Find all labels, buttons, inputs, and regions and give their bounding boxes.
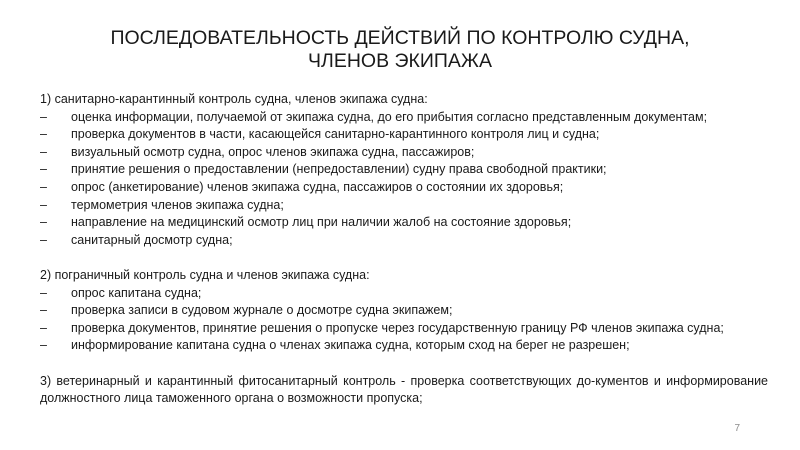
section-2-heading: 2) пограничный контроль судна и членов экипажа судна: <box>40 267 370 282</box>
list-item <box>40 144 768 162</box>
list-item <box>40 179 768 197</box>
title-line-2: ЧЛЕНОВ ЭКИПАЖА <box>308 50 492 72</box>
dash-bullet: – <box>40 197 47 212</box>
dash-bullet: – <box>40 144 47 159</box>
list-item <box>40 214 768 232</box>
page-number: 7 <box>734 423 740 434</box>
spacer <box>40 355 768 373</box>
dash-bullet: – <box>40 162 47 177</box>
list-item <box>40 285 768 303</box>
dash-bullet: – <box>40 127 47 142</box>
list-item <box>40 337 768 355</box>
section-3-text: 3) ветеринарный и карантинный фитосанитарный контроль - проверка соответствующих до-кументов и информирование должностного лица таможенного органа о возможности пропуска; <box>40 373 768 406</box>
dash-bullet: – <box>40 320 47 335</box>
list-item-text: проверка документов в части, касающейся санитарно-карантинного контроля лиц и судна; <box>71 127 600 142</box>
list-item-text: термометрия членов экипажа судна; <box>71 197 284 212</box>
slide-title <box>40 27 760 73</box>
dash-bullet: – <box>40 338 47 353</box>
list-item-text: оценка информации, получаемой от экипажа судна, до его прибытия согласно представленным документам; <box>71 109 708 124</box>
dash-bullet: – <box>40 179 47 194</box>
slide-body <box>40 91 768 408</box>
list-item-text: направление на медицинский осмотр лиц при наличии жалоб на состояние здоровья; <box>71 215 572 230</box>
dash-bullet: – <box>40 215 47 230</box>
list-item <box>40 320 768 338</box>
list-item <box>40 126 768 144</box>
list-item-text: визуальный осмотр судна, опрос членов экипажа судна, пассажиров; <box>71 144 475 159</box>
list-item-text: проверка записи в судовом журнале о досмотре судна экипажем; <box>71 303 453 318</box>
list-item <box>40 109 768 127</box>
list-item <box>40 302 768 320</box>
list-item-text: принятие решения о предоставлении (непредоставлении) судну права свободной практики; <box>71 162 607 177</box>
spacer <box>40 249 768 267</box>
list-item-text: информирование капитана судна о членах экипажа судна, которым сход на берег не разрешен; <box>71 338 630 353</box>
list-item <box>40 197 768 215</box>
dash-bullet: – <box>40 285 47 300</box>
list-item-text: опрос капитана судна; <box>71 285 202 300</box>
dash-bullet: – <box>40 109 47 124</box>
list-item-text: опрос (анкетирование) членов экипажа судна, пассажиров о состоянии их здоровья; <box>71 179 564 194</box>
list-item-text: проверка документов, принятие решения о пропуске через государственную границу РФ членов экипажа судна; <box>71 320 724 335</box>
dash-bullet: – <box>40 303 47 318</box>
list-item-text: санитарный досмотр судна; <box>71 232 233 247</box>
title-line-1: ПОСЛЕДОВАТЕЛЬНОСТЬ ДЕЙСТВИЙ ПО КОНТРОЛЮ СУДНА, <box>110 27 690 49</box>
section-1-heading: 1) санитарно-карантинный контроль судна, членов экипажа судна: <box>40 92 428 106</box>
dash-bullet: – <box>40 232 47 247</box>
list-item <box>40 161 768 179</box>
list-item <box>40 232 768 250</box>
